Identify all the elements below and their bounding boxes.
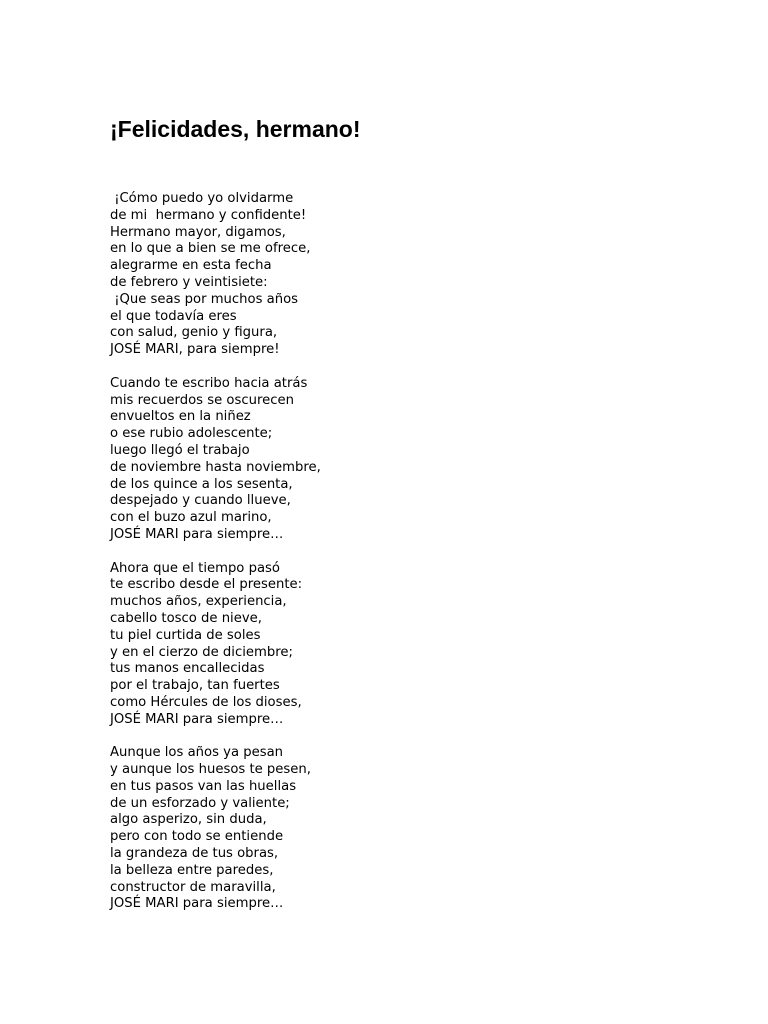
- poem-line: JOSÉ MARI para siempre…: [110, 526, 284, 542]
- poem-line: mis recuerdos se oscurecen: [110, 392, 294, 408]
- poem-line: la grandeza de tus obras,: [110, 846, 279, 862]
- poem-line: de un esforzado y valiente;: [110, 795, 290, 811]
- poem-line: como Hércules de los dioses,: [110, 694, 302, 710]
- poem-line: Hermano mayor, digamos,: [110, 224, 286, 240]
- poem-line: envueltos en la niñez: [110, 409, 251, 425]
- poem-line: constructor de maravilla,: [110, 879, 276, 895]
- poem-line: de mi hermano y confidente!: [110, 207, 307, 223]
- poem-line: y en el cierzo de diciembre;: [110, 644, 293, 660]
- poem-line: tus manos encallecidas: [110, 661, 265, 677]
- poem-line: de noviembre hasta noviembre,: [110, 459, 321, 475]
- poem-line: JOSÉ MARI para siempre…: [110, 896, 284, 912]
- poem-line: cabello tosco de nieve,: [110, 610, 262, 626]
- poem-line: despejado y cuando llueve,: [110, 493, 291, 509]
- poem-title: ¡Felicidades, hermano!: [110, 116, 361, 142]
- poem-line: algo asperizo, sin duda,: [110, 812, 267, 828]
- stanza-2: [110, 376, 321, 544]
- poem-body: [110, 191, 321, 930]
- poem-line: muchos años, experiencia,: [110, 594, 287, 610]
- poem-line: luego llegó el trabajo: [110, 442, 250, 458]
- poem-line: Aunque los años ya pesan: [110, 745, 284, 761]
- poem-line: te escribo desde el presente:: [110, 577, 303, 593]
- stanza-4: [110, 745, 321, 913]
- poem-line: ¡Cómo puedo yo olvidarme: [110, 191, 294, 206]
- poem-line: JOSÉ MARI para siempre…: [110, 711, 284, 727]
- poem-line: y aunque los huesos te pesen,: [110, 762, 311, 778]
- poem-line: Ahora que el tiempo pasó: [110, 560, 280, 576]
- poem-line: Cuando te escribo hacia atrás: [110, 375, 308, 391]
- poem-line: de los quince a los sesenta,: [110, 476, 293, 492]
- poem-line: JOSÉ MARI, para siempre!: [110, 342, 280, 358]
- poem-line: el que todavía eres: [110, 308, 237, 324]
- poem-line: ¡Que seas por muchos años: [110, 291, 299, 307]
- poem-line: en lo que a bien se me ofrece,: [110, 241, 311, 257]
- poem-line: de febrero y veintisiete:: [110, 274, 268, 290]
- poem-line: por el trabajo, tan fuertes: [110, 678, 280, 694]
- poem-line: en tus pasos van las huellas: [110, 778, 297, 794]
- stanza-1: [110, 191, 321, 359]
- poem-line: tu piel curtida de soles: [110, 627, 261, 643]
- poem-line: o ese rubio adolescente;: [110, 426, 273, 442]
- poem-line: alegrarme en esta fecha: [110, 258, 272, 274]
- poem-line: la belleza entre paredes,: [110, 862, 274, 878]
- stanza-3: [110, 561, 321, 729]
- poem-line: con salud, genio y figura,: [110, 325, 278, 341]
- poem-line: pero con todo se entiende: [110, 829, 284, 845]
- poem-line: con el buzo azul marino,: [110, 510, 272, 526]
